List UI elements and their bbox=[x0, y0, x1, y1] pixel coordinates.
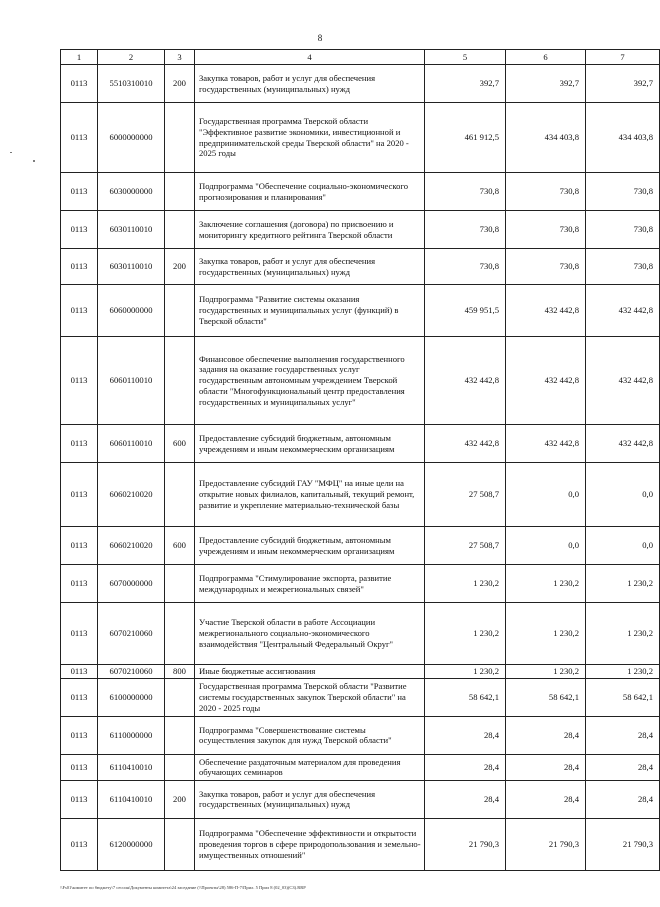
row-value-year1: 1 230,2 bbox=[425, 565, 506, 603]
row-expense-type bbox=[165, 173, 195, 211]
row-value-year2: 1 230,2 bbox=[506, 665, 586, 679]
table-row bbox=[61, 780, 660, 818]
row-expense-type bbox=[165, 603, 195, 665]
row-section: 0113 bbox=[61, 211, 98, 249]
margin-dash bbox=[10, 152, 12, 153]
table-row bbox=[61, 716, 660, 754]
row-section: 0113 bbox=[61, 527, 98, 565]
row-value-year1: 730,8 bbox=[425, 211, 506, 249]
table-row bbox=[61, 818, 660, 870]
row-value-year3: 21 790,3 bbox=[586, 818, 660, 870]
header-col-1: 1 bbox=[61, 50, 98, 65]
row-value-year3: 432 442,8 bbox=[586, 425, 660, 463]
row-value-year2: 58 642,1 bbox=[506, 678, 586, 716]
row-value-year1: 21 790,3 bbox=[425, 818, 506, 870]
file-path-footer: \\Fs01\комитет по бюджету\7 сессия\Документы комитета\24 заседание (\\Проекты\28) 586-П-7\Прил. 5 Прил 8 (02_03)(СЗ).RRP bbox=[60, 885, 306, 890]
row-value-year1: 392,7 bbox=[425, 65, 506, 103]
table-row bbox=[61, 754, 660, 780]
row-value-year2: 392,7 bbox=[506, 65, 586, 103]
row-value-year2: 28,4 bbox=[506, 716, 586, 754]
table-row bbox=[61, 565, 660, 603]
row-expense-type bbox=[165, 716, 195, 754]
margin-dot bbox=[33, 160, 35, 162]
table-row bbox=[61, 65, 660, 103]
row-expense-type bbox=[165, 211, 195, 249]
row-value-year1: 58 642,1 bbox=[425, 678, 506, 716]
row-value-year2: 28,4 bbox=[506, 780, 586, 818]
row-target-code: 6030110010 bbox=[98, 249, 165, 285]
row-target-code: 6060000000 bbox=[98, 285, 165, 337]
row-value-year2: 730,8 bbox=[506, 173, 586, 211]
row-section: 0113 bbox=[61, 285, 98, 337]
row-value-year1: 432 442,8 bbox=[425, 425, 506, 463]
row-section: 0113 bbox=[61, 425, 98, 463]
row-target-code: 6110410010 bbox=[98, 780, 165, 818]
row-value-year2: 0,0 bbox=[506, 527, 586, 565]
budget-table bbox=[60, 49, 660, 871]
table-body bbox=[61, 65, 660, 871]
row-value-year1: 27 508,7 bbox=[425, 463, 506, 527]
header-col-5: 5 bbox=[425, 50, 506, 65]
header-col-6: 6 bbox=[506, 50, 586, 65]
row-section: 0113 bbox=[61, 565, 98, 603]
row-expense-type bbox=[165, 463, 195, 527]
table-row bbox=[61, 527, 660, 565]
row-section: 0113 bbox=[61, 818, 98, 870]
row-name: Участие Тверской области в работе Ассоциации межрегионального социально-экономического взаимодействия "Центральный Федеральный Округ" bbox=[195, 603, 425, 665]
table-row bbox=[61, 173, 660, 211]
row-name: Подпрограмма "Обеспечение социально-экономического прогнозирования и планирования" bbox=[195, 173, 425, 211]
row-expense-type: 200 bbox=[165, 249, 195, 285]
header-row bbox=[61, 50, 660, 65]
row-expense-type bbox=[165, 285, 195, 337]
row-name: Предоставление субсидий ГАУ "МФЦ" на иные цели на открытие новых филиалов, капитальный, текущий ремонт, развитие и укрепление материально-технической базы bbox=[195, 463, 425, 527]
row-value-year2: 432 442,8 bbox=[506, 285, 586, 337]
row-value-year3: 730,8 bbox=[586, 249, 660, 285]
row-expense-type: 800 bbox=[165, 665, 195, 679]
row-value-year2: 730,8 bbox=[506, 249, 586, 285]
row-target-code: 6030000000 bbox=[98, 173, 165, 211]
row-section: 0113 bbox=[61, 716, 98, 754]
row-target-code: 5510310010 bbox=[98, 65, 165, 103]
row-value-year3: 28,4 bbox=[586, 716, 660, 754]
table-row bbox=[61, 603, 660, 665]
row-value-year1: 1 230,2 bbox=[425, 665, 506, 679]
row-section: 0113 bbox=[61, 780, 98, 818]
row-value-year2: 1 230,2 bbox=[506, 603, 586, 665]
row-value-year3: 392,7 bbox=[586, 65, 660, 103]
row-section: 0113 bbox=[61, 337, 98, 425]
table-row bbox=[61, 337, 660, 425]
row-expense-type: 200 bbox=[165, 780, 195, 818]
row-value-year2: 1 230,2 bbox=[506, 565, 586, 603]
row-name: Обеспечение раздаточным материалом для проведения обучающих семинаров bbox=[195, 754, 425, 780]
row-expense-type: 600 bbox=[165, 425, 195, 463]
row-value-year1: 28,4 bbox=[425, 754, 506, 780]
row-value-year1: 28,4 bbox=[425, 780, 506, 818]
row-name: Иные бюджетные ассигнования bbox=[195, 665, 425, 679]
row-name: Подпрограмма "Стимулирование экспорта, развитие международных и межрегиональных связей" bbox=[195, 565, 425, 603]
row-value-year2: 21 790,3 bbox=[506, 818, 586, 870]
row-value-year3: 1 230,2 bbox=[586, 603, 660, 665]
row-value-year1: 730,8 bbox=[425, 173, 506, 211]
row-target-code: 6060110010 bbox=[98, 337, 165, 425]
row-value-year2: 28,4 bbox=[506, 754, 586, 780]
row-value-year2: 434 403,8 bbox=[506, 103, 586, 173]
row-expense-type: 200 bbox=[165, 65, 195, 103]
row-target-code: 6070210060 bbox=[98, 665, 165, 679]
table-row bbox=[61, 425, 660, 463]
row-expense-type bbox=[165, 565, 195, 603]
row-name: Предоставление субсидий бюджетным, автономным учреждениям и иным некоммерческим организациям bbox=[195, 527, 425, 565]
row-expense-type bbox=[165, 103, 195, 173]
row-value-year3: 432 442,8 bbox=[586, 285, 660, 337]
row-target-code: 6110000000 bbox=[98, 716, 165, 754]
row-target-code: 6060110010 bbox=[98, 425, 165, 463]
row-section: 0113 bbox=[61, 603, 98, 665]
row-value-year3: 0,0 bbox=[586, 463, 660, 527]
page-number: 8 bbox=[317, 33, 323, 43]
row-name: Финансовое обеспечение выполнения государственного задания на оказание государственных услуг государственным автономным учреждением Тверской области "Многофункциональный центр предоставления государственных и муниципальных услуг" bbox=[195, 337, 425, 425]
row-section: 0113 bbox=[61, 463, 98, 527]
row-value-year1: 730,8 bbox=[425, 249, 506, 285]
row-target-code: 6060210020 bbox=[98, 527, 165, 565]
row-target-code: 6060210020 bbox=[98, 463, 165, 527]
row-name: Подпрограмма "Развитие системы оказания государственных и муниципальных услуг (функций) в Тверской области" bbox=[195, 285, 425, 337]
row-value-year3: 28,4 bbox=[586, 754, 660, 780]
table-row bbox=[61, 463, 660, 527]
row-expense-type bbox=[165, 754, 195, 780]
row-value-year1: 459 951,5 bbox=[425, 285, 506, 337]
row-section: 0113 bbox=[61, 249, 98, 285]
row-value-year1: 27 508,7 bbox=[425, 527, 506, 565]
row-section: 0113 bbox=[61, 665, 98, 679]
row-value-year2: 432 442,8 bbox=[506, 337, 586, 425]
row-name: Закупка товаров, работ и услуг для обеспечения государственных (муниципальных) нужд bbox=[195, 780, 425, 818]
header-col-2: 2 bbox=[98, 50, 165, 65]
header-col-4: 4 bbox=[195, 50, 425, 65]
row-value-year3: 0,0 bbox=[586, 527, 660, 565]
row-value-year3: 434 403,8 bbox=[586, 103, 660, 173]
row-target-code: 6110410010 bbox=[98, 754, 165, 780]
row-name: Государственная программа Тверской области "Эффективное развитие экономики, инвестиционной и предпринимательской среды Тверской области" на 2020 - 2025 годы bbox=[195, 103, 425, 173]
row-value-year1: 28,4 bbox=[425, 716, 506, 754]
row-value-year3: 1 230,2 bbox=[586, 565, 660, 603]
row-target-code: 6120000000 bbox=[98, 818, 165, 870]
table-row bbox=[61, 211, 660, 249]
row-expense-type bbox=[165, 337, 195, 425]
row-section: 0113 bbox=[61, 173, 98, 211]
row-target-code: 6030110010 bbox=[98, 211, 165, 249]
row-name: Заключение соглашения (договора) по присвоению и мониторингу кредитного рейтинга Тверской области bbox=[195, 211, 425, 249]
table-row bbox=[61, 678, 660, 716]
table-row bbox=[61, 249, 660, 285]
row-section: 0113 bbox=[61, 65, 98, 103]
row-value-year3: 730,8 bbox=[586, 173, 660, 211]
row-name: Предоставление субсидий бюджетным, автономным учреждениям и иным некоммерческим организациям bbox=[195, 425, 425, 463]
header-col-3: 3 bbox=[165, 50, 195, 65]
table-row bbox=[61, 665, 660, 679]
row-name: Подпрограмма "Совершенствование системы осуществления закупок для нужд Тверской области" bbox=[195, 716, 425, 754]
row-section: 0113 bbox=[61, 103, 98, 173]
row-target-code: 6100000000 bbox=[98, 678, 165, 716]
row-value-year3: 432 442,8 bbox=[586, 337, 660, 425]
row-value-year2: 432 442,8 bbox=[506, 425, 586, 463]
row-name: Государственная программа Тверской области "Развитие системы государственных закупок Тверской области" на 2020 - 2025 годы bbox=[195, 678, 425, 716]
row-value-year3: 1 230,2 bbox=[586, 665, 660, 679]
row-value-year1: 461 912,5 bbox=[425, 103, 506, 173]
row-expense-type bbox=[165, 818, 195, 870]
row-target-code: 6070000000 bbox=[98, 565, 165, 603]
row-name: Закупка товаров, работ и услуг для обеспечения государственных (муниципальных) нужд bbox=[195, 249, 425, 285]
table-row bbox=[61, 103, 660, 173]
row-name: Подпрограмма "Обеспечение эффективности и открытости проведения торгов в сфере природопользования и земельно-имущественных отношений" bbox=[195, 818, 425, 870]
row-target-code: 6000000000 bbox=[98, 103, 165, 173]
row-section: 0113 bbox=[61, 678, 98, 716]
row-expense-type bbox=[165, 678, 195, 716]
table-row bbox=[61, 285, 660, 337]
row-section: 0113 bbox=[61, 754, 98, 780]
row-target-code: 6070210060 bbox=[98, 603, 165, 665]
row-value-year3: 58 642,1 bbox=[586, 678, 660, 716]
row-value-year1: 1 230,2 bbox=[425, 603, 506, 665]
row-value-year2: 0,0 bbox=[506, 463, 586, 527]
row-value-year3: 730,8 bbox=[586, 211, 660, 249]
header-col-7: 7 bbox=[586, 50, 660, 65]
row-name: Закупка товаров, работ и услуг для обеспечения государственных (муниципальных) нужд bbox=[195, 65, 425, 103]
row-expense-type: 600 bbox=[165, 527, 195, 565]
row-value-year1: 432 442,8 bbox=[425, 337, 506, 425]
row-value-year2: 730,8 bbox=[506, 211, 586, 249]
row-value-year3: 28,4 bbox=[586, 780, 660, 818]
